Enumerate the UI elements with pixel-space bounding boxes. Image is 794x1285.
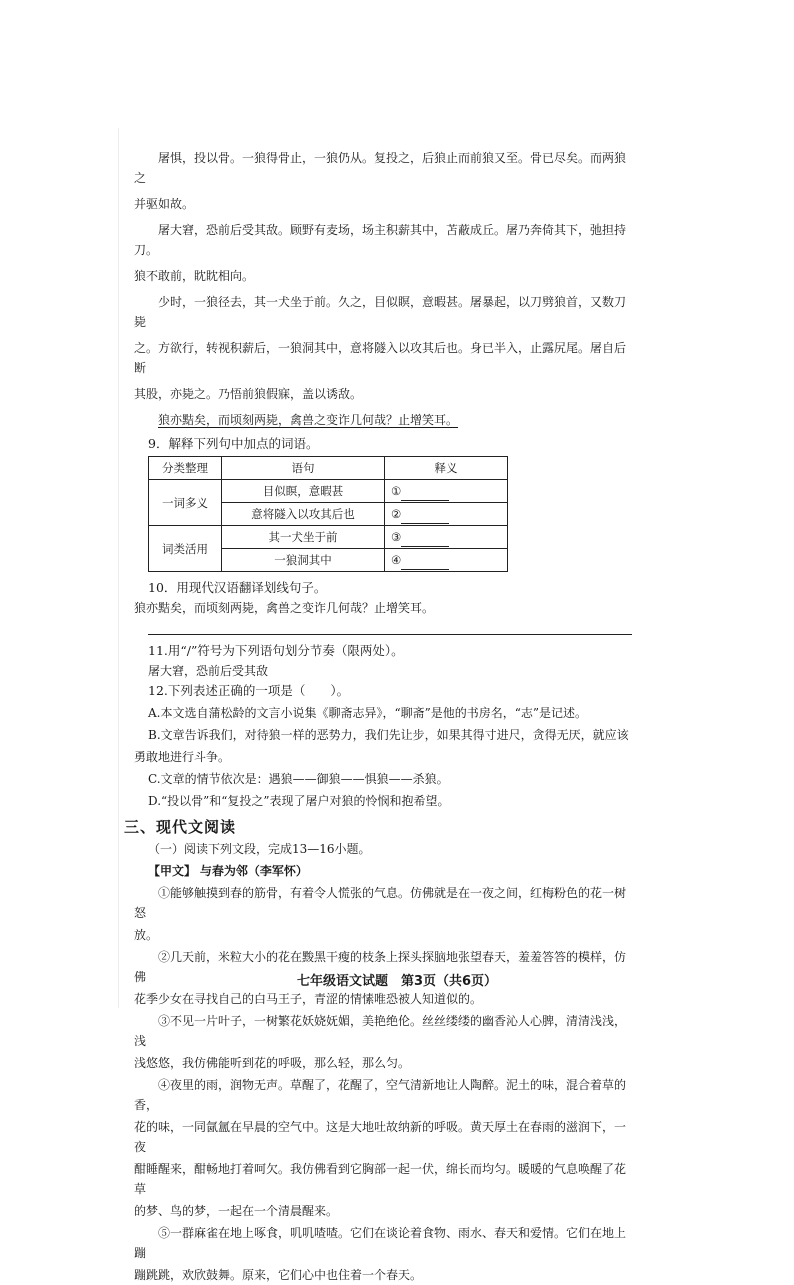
q10-title: 10．用现代汉语翻译划线句子。 (148, 580, 327, 595)
article-line: ③不见一片叶子，一树繁花妖娆妩媚，美艳绝伦。丝丝缕缕的幽香沁人心脾，清清浅浅，浅 (134, 1014, 627, 1048)
table-header: 释义 (385, 457, 508, 480)
table-row (149, 480, 508, 503)
article-line: 酣睡醒来，酣畅地打着呵欠。我仿佛看到它胸部一起一伏，绵长而均匀。暖暖的气息唤醒了花草 (134, 1162, 627, 1196)
answer-blank[interactable] (401, 488, 449, 501)
section-intro: （一）阅读下列文段，完成13—16小题。 (148, 842, 371, 856)
table-category: 一词多义 (149, 480, 222, 526)
section-title: 三、现代文阅读 (124, 818, 237, 836)
table-header: 分类整理 (149, 457, 222, 480)
passage-line: 少时，一狼径去，其一犬坐于前。久之，目似瞑，意暇甚。屠暴起，以刀劈狼首，又数刀毙 (134, 295, 627, 329)
article-line: ⑤一群麻雀在地上啄食，叽叽喳喳。它们在谈论着食物、雨水、春天和爱情。它们在地上蹦 (134, 1226, 627, 1260)
table-sentence: 目似瞑，意暇甚 (222, 480, 385, 503)
answer-blank[interactable] (401, 511, 449, 524)
table-sentence: 其一犬坐于前 (222, 526, 385, 549)
passage-line: 其股，亦毙之。乃悟前狼假寐，盖以诱敌。 (134, 387, 363, 401)
q12-option-b-cont: 勇敢地进行斗争。 (134, 750, 231, 764)
table-category: 词类活用 (149, 526, 222, 572)
answer-cell[interactable] (385, 549, 508, 572)
q11-title: 11.用“/”符号为下列语句划分节奏（限两处）。 (148, 643, 404, 658)
table-row (149, 526, 508, 549)
answer-number: ③ (391, 530, 402, 544)
article-line: 花的味，一同氤氲在早晨的空气中。这是大地吐故纳新的呼吸。黄天厚土在春雨的滋润下，一夜 (134, 1120, 627, 1154)
passage-underlined-line: 狼亦黠矣，而顷刻两毙，禽兽之变诈几何哉？止增笑耳。 (158, 413, 459, 427)
q9-table (148, 456, 508, 572)
exam-page (124, 148, 634, 1285)
article-line: ④夜里的雨，润物无声。草醒了，花醒了，空气清新地让人陶醉。泥土的味，混合着草的香， (134, 1078, 627, 1112)
table-sentence: 意将隧入以攻其后也 (222, 503, 385, 526)
q12-option-b: B.文章告诉我们，对待狼一样的恶势力，我们先让步，如果其得寸进尺，贪得无厌，就应该 (148, 728, 629, 742)
q12-option-d: D.“投以骨”和“复投之”表现了屠户对狼的怜悯和抱希望。 (148, 794, 450, 808)
q12-title: 12.下列表述正确的一项是（ ）。 (148, 683, 350, 698)
answer-cell[interactable] (385, 480, 508, 503)
table-header: 语句 (222, 457, 385, 480)
passage-line: 之。方欲行，转视积薪后，一狼洞其中，意将隧入以攻其后也。身已半入，止露尻尾。屠自后断 (134, 341, 627, 375)
q9-title: 9．解释下列句中加点的词语。 (148, 436, 319, 451)
q12-option-a: A.本文选自蒲松龄的文言小说集《聊斋志异》，“聊斋”是他的书房名，“志”是记述。 (148, 706, 588, 720)
q10-sentence: 狼亦黠矣，而顷刻两毙，禽兽之变诈几何哉？止增笑耳。 (134, 601, 435, 615)
article-line: 花季少女在寻找自己的白马王子，青涩的情愫唯恐被人知道似的。 (134, 992, 483, 1006)
article-label: 【甲文】 (148, 864, 197, 878)
q12-option-c: C.文章的情节依次是：遇狼——御狼——惧狼——杀狼。 (148, 772, 449, 786)
modern-article (134, 883, 634, 1285)
answer-cell[interactable] (385, 503, 508, 526)
answer-blank[interactable] (401, 557, 449, 570)
classical-passage (134, 148, 634, 430)
article-line: 的梦、鸟的梦，一起在一个清晨醒来。 (134, 1204, 339, 1218)
answer-number: ② (391, 507, 402, 521)
passage-line: 屠大窘，恐前后受其敌。顾野有麦场，场主积薪其中，苫蔽成丘。屠乃奔倚其下，弛担持刀。 (134, 223, 627, 257)
answer-number: ④ (391, 553, 402, 567)
answer-line[interactable] (148, 628, 632, 635)
article-line: ①能够触摸到春的筋骨，有着令人慌张的气息。仿佛就是在一夜之间，红梅粉色的花一树怒 (134, 886, 627, 920)
answer-blank[interactable] (401, 534, 449, 547)
answer-number: ① (391, 484, 402, 498)
article-line: 蹦跳跳，欢欣鼓舞。原来，它们心中也住着一个春天。 (134, 1268, 423, 1282)
article-title: 与春为邻（李军怀） (199, 864, 308, 878)
article-line: 浅悠悠，我仿佛能听到花的呼吸，那么轻，那么匀。 (134, 1056, 411, 1070)
article-line: 放。 (134, 928, 159, 942)
article-heading (148, 861, 634, 881)
q11-sentence: 屠大窘，恐前后受其敌 (148, 664, 269, 678)
passage-line: 并驱如故。 (134, 197, 195, 211)
article-line: ②几天前，米粒大小的花在黢黑干瘦的枝条上探头探脑地张望春天，羞羞答答的模样，仿佛 (134, 950, 627, 984)
passage-line: 屠惧，投以骨。一狼得骨止，一狼仍从。复投之，后狼止而前狼又至。骨已尽矣。而两狼之 (134, 151, 627, 185)
page-footer: 七年级语文试题 第3页（共6页） (296, 974, 498, 989)
answer-cell[interactable] (385, 526, 508, 549)
passage-line: 狼不敢前，眈眈相向。 (134, 269, 255, 283)
table-sentence: 一狼洞其中 (222, 549, 385, 572)
